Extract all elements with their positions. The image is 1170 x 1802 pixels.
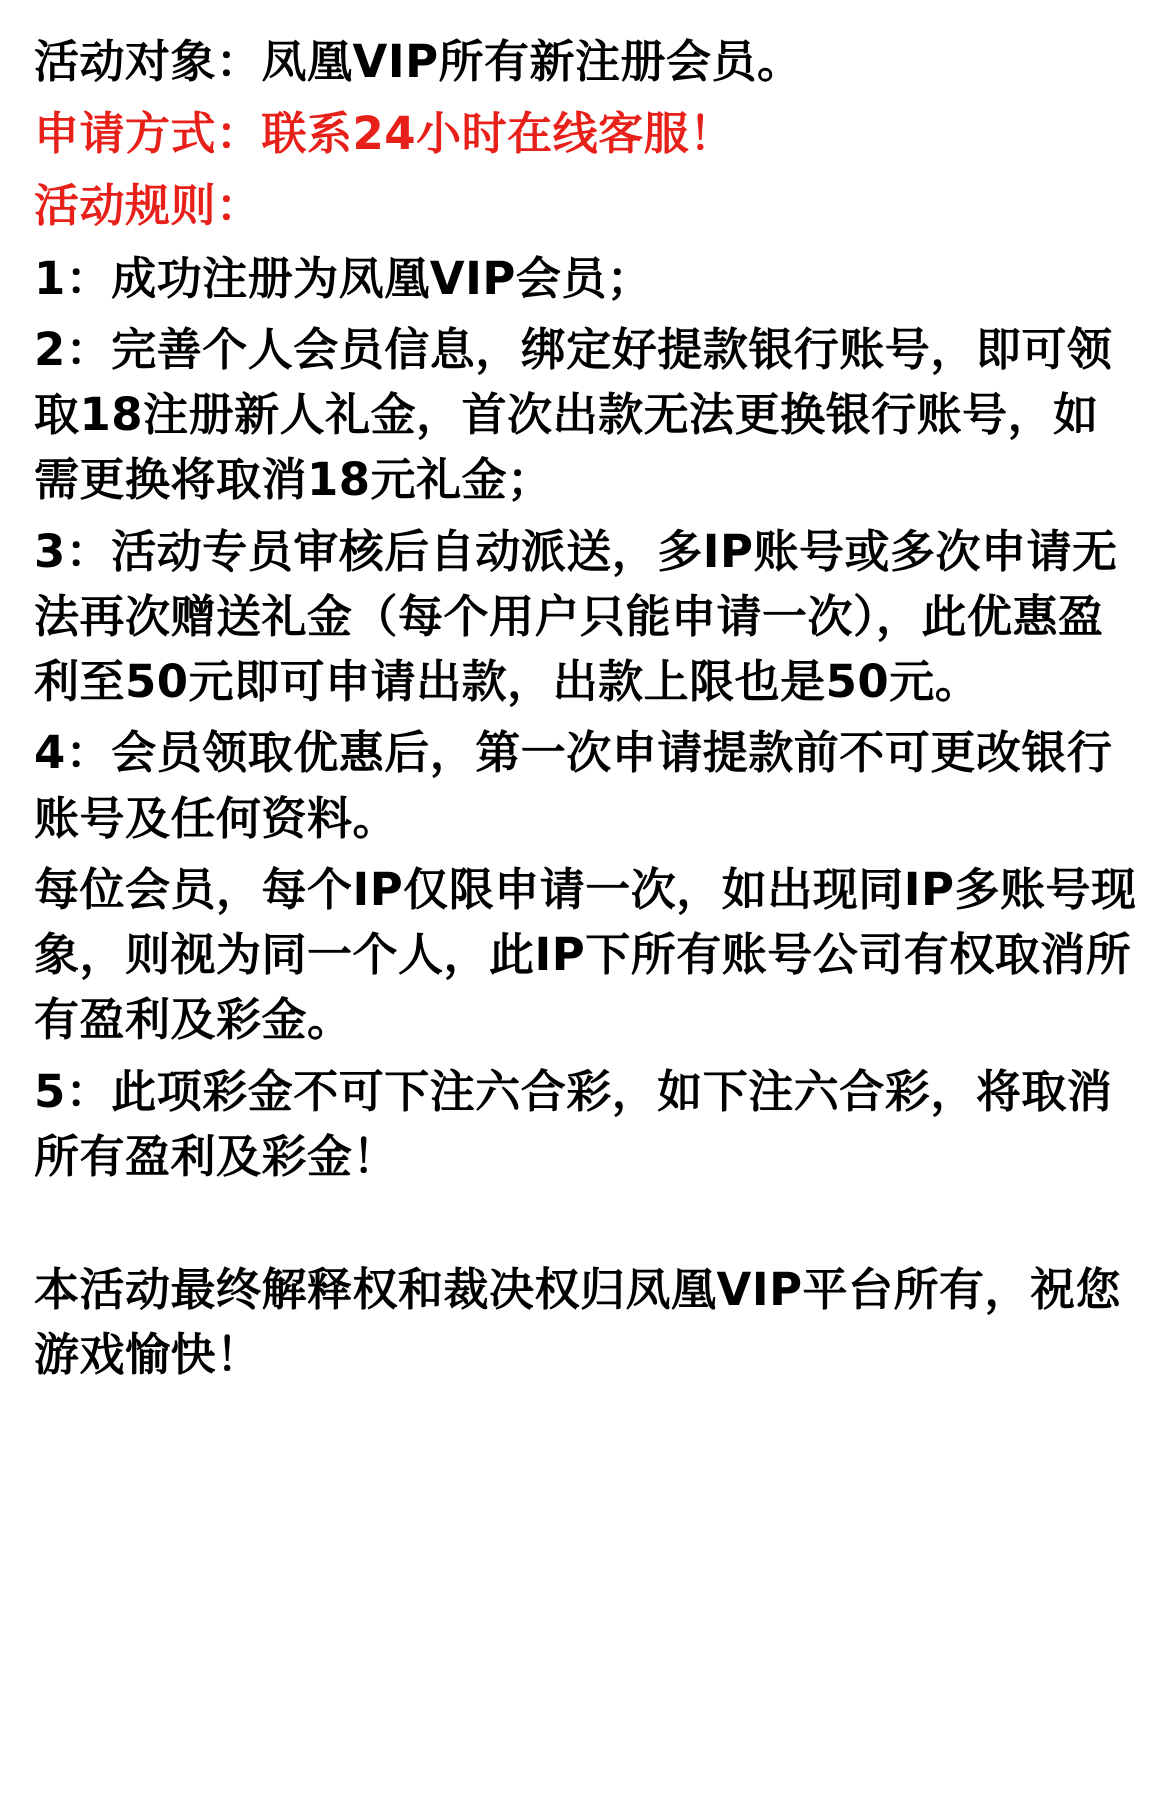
activity-rules-heading: 活动规则： xyxy=(34,178,262,232)
rule-item-5: 5：此项彩金不可下注六合彩，如下注六合彩，将取消所有盈利及彩金！ xyxy=(34,1064,1113,1183)
rule-item-ip-note: 每位会员，每个IP仅限申请一次，如出现同IP多账号现象，则视为同一个人，此IP下所有账号公司有权取消所有盈利及彩金。 xyxy=(34,862,1137,1047)
rule-item-1: 1：成功注册为凤凰VIP会员； xyxy=(34,251,653,305)
footer-disclaimer: 本活动最终解释权和裁决权归凤凰VIP平台所有，祝您游戏愉快！ xyxy=(34,1263,1122,1382)
rule-item-4: 4：会员领取优惠后，第一次申请提款前不可更改银行账号及任何资料。 xyxy=(34,726,1113,845)
header-block xyxy=(34,30,1140,238)
activity-target-line: 活动对象：凤凰VIP所有新注册会员。 xyxy=(34,35,803,88)
application-method-line: 申请方式：联系24小时在线客服！ xyxy=(34,106,735,160)
rule-item-2: 2：完善个人会员信息，绑定好提款银行账号，即可领取18注册新人礼金，首次出款无法更换银行账号，如需更换将取消18元礼金； xyxy=(34,322,1113,507)
section-spacer xyxy=(34,1195,1140,1257)
rule-item-3: 3：活动专员审核后自动派送，多IP账号或多次申请无法再次赠送礼金（每个用户只能申请一次），此优惠盈利至50元即可申请出款，出款上限也是50元。 xyxy=(34,524,1118,709)
rules-list xyxy=(34,246,1140,1190)
